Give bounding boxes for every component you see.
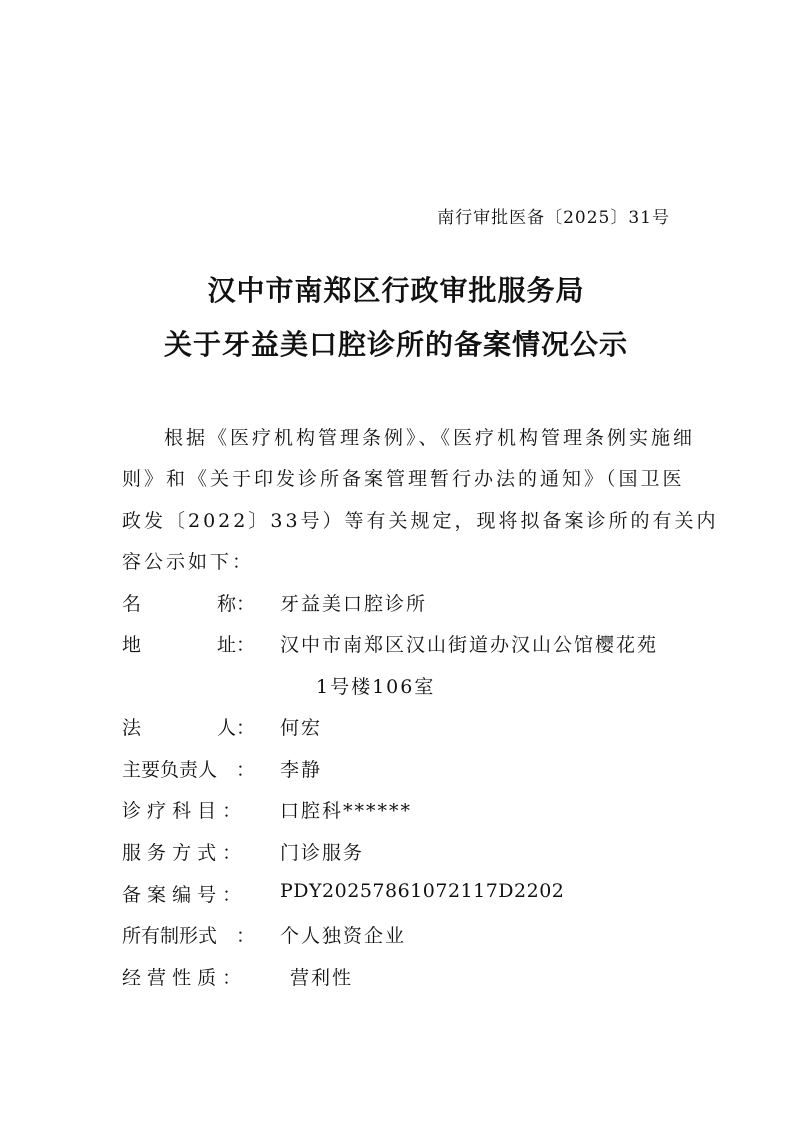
field-address-label: 地 址： <box>122 634 256 656</box>
field-name-label: 名 称： <box>122 593 256 615</box>
field-record-number-label: 备 案 编 号 ： <box>122 884 242 906</box>
body-paragraph-line-2: 则》和《关于印发诊所备案管理暂行办法的通知》（国卫医 <box>122 468 685 490</box>
field-address-value-continued: 1号楼106室 <box>316 676 436 698</box>
title-line-1: 汉中市南郑区行政审批服务局 <box>207 274 585 307</box>
body-paragraph-line-4: 容公示如下： <box>122 551 255 573</box>
field-departments-value: 口腔科****** <box>280 800 413 822</box>
field-service-mode <box>122 838 682 868</box>
field-principal-value: 李静 <box>280 759 323 781</box>
field-service-mode-label: 服 务 方 式 ： <box>122 842 242 864</box>
field-departments <box>122 796 682 826</box>
title-line-2: 关于牙益美口腔诊所的备案情况公示 <box>163 328 628 361</box>
field-ownership-label: 所有制形式 ： <box>122 925 256 947</box>
field-principal-label: 主要负责人 ： <box>122 759 256 781</box>
field-legal-person-value: 何宏 <box>280 717 323 739</box>
field-legal-person-label: 法 人： <box>122 717 256 739</box>
field-principal <box>122 755 682 785</box>
field-name-value: 牙益美口腔诊所 <box>280 593 428 615</box>
field-ownership-value: 个人独资企业 <box>280 925 407 947</box>
field-service-mode-value: 门诊服务 <box>280 842 365 864</box>
field-address <box>122 630 682 702</box>
field-nature <box>122 963 682 993</box>
field-nature-value: 营利性 <box>290 967 354 989</box>
field-record-number <box>122 880 682 910</box>
field-record-number-value: PDY20257861072117D2202 <box>280 880 565 902</box>
field-ownership <box>122 921 682 951</box>
field-legal-person <box>122 713 682 743</box>
body-paragraph-line-1: 根据《医疗机构管理条例》、《医疗机构管理条例实施细 <box>164 427 696 449</box>
document-number: 南行审批医备〔2025〕31号 <box>437 208 670 228</box>
field-name <box>122 589 682 619</box>
field-address-value: 汉中市南郑区汉山街道办汉山公馆樱花苑 <box>280 634 659 656</box>
field-nature-label: 经 营 性 质 ： <box>122 967 242 989</box>
field-departments-label: 诊 疗 科 目 ： <box>122 800 242 822</box>
body-paragraph-line-3: 政发〔2022〕33号）等有关规定，现将拟备案诊所的有关内 <box>122 510 719 532</box>
